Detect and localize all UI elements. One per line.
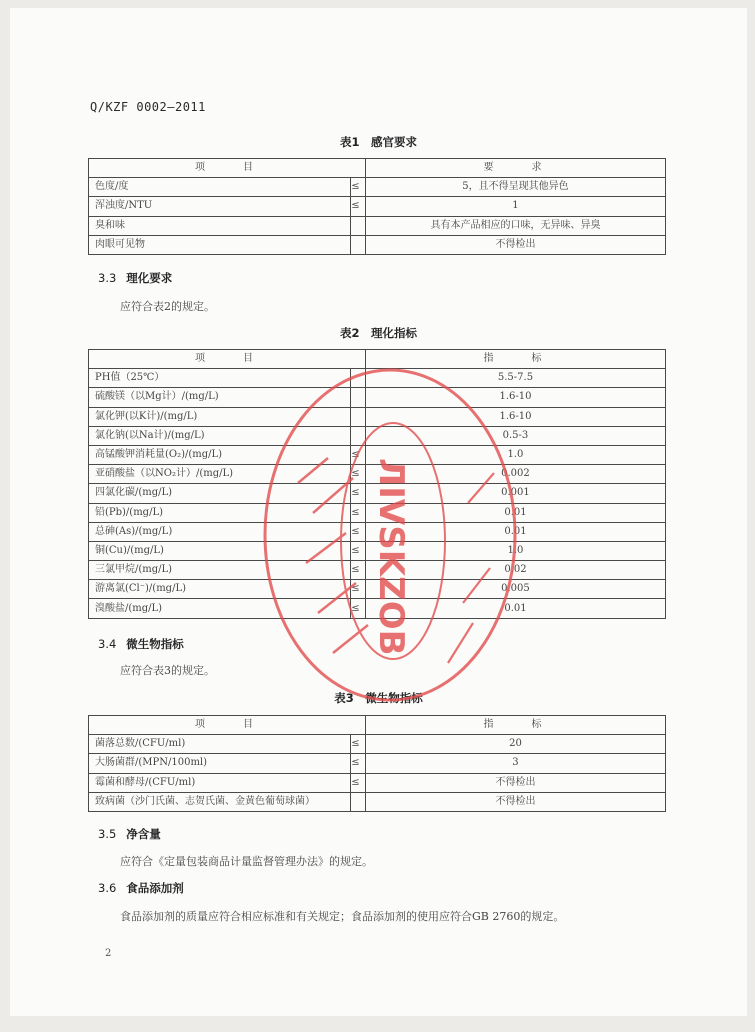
row-sign: ≤ xyxy=(351,735,366,754)
row-value: 0.01 xyxy=(365,503,665,522)
row-value: 0.02 xyxy=(365,561,665,580)
table2-caption: 表2 理化指标 xyxy=(339,326,417,340)
row-sign: ≤ xyxy=(351,754,366,773)
row-item: 高锰酸钾消耗量(O₂)/(mg/L) xyxy=(89,445,351,464)
header-value: 要 求 xyxy=(365,159,665,178)
table-row xyxy=(89,407,666,426)
table-row xyxy=(89,792,666,811)
row-item: 三氯甲烷/(mg/L) xyxy=(89,561,351,580)
row-value: 0.002 xyxy=(365,465,665,484)
table-row xyxy=(89,426,666,445)
table-row xyxy=(89,599,666,618)
row-value: 1 xyxy=(365,197,665,216)
row-value: 1.6-10 xyxy=(365,407,665,426)
row-item: 溴酸盐/(mg/L) xyxy=(89,599,351,618)
header-value: 指 标 xyxy=(365,350,665,369)
row-sign: ≤ xyxy=(351,503,366,522)
row-item: 氯化钠(以Na计)/(mg/L) xyxy=(89,426,351,445)
row-item: 大肠菌群/(MPN/100ml) xyxy=(89,754,351,773)
row-item: 四氯化碳/(mg/L) xyxy=(89,484,351,503)
table-row xyxy=(89,541,666,560)
row-sign: ≤ xyxy=(351,178,366,197)
header-item: 项 目 xyxy=(89,716,366,735)
row-value: 0.005 xyxy=(365,580,665,599)
row-value: 0.5-3 xyxy=(365,426,665,445)
row-value: 20 xyxy=(365,735,665,754)
section-3-3-heading xyxy=(98,270,172,286)
row-value: 1.6-10 xyxy=(365,388,665,407)
section-3-6-text: 食品添加剂的质量应符合相应标准和有关规定；食品添加剂的使用应符合GB 2760的规定。 xyxy=(120,910,565,923)
row-sign: ≤ xyxy=(351,773,366,792)
section-3-6-heading xyxy=(98,880,184,896)
row-item: 硫酸镁（以Mg计）/(mg/L) xyxy=(89,388,351,407)
row-item: 浑浊度/NTU xyxy=(89,197,351,216)
table2-physicochemical-indicators xyxy=(88,349,666,619)
row-sign: ≤ xyxy=(351,445,366,464)
row-sign xyxy=(351,216,366,235)
table-row xyxy=(89,561,666,580)
table-row xyxy=(89,773,666,792)
table-row xyxy=(89,235,666,254)
row-value: 具有本产品相应的口味，无异味、异臭 xyxy=(365,216,665,235)
table-row xyxy=(89,178,666,197)
row-item: 铜(Cu)/(mg/L) xyxy=(89,541,351,560)
table-header-row xyxy=(89,716,666,735)
table-row xyxy=(89,388,666,407)
row-sign: ≤ xyxy=(351,484,366,503)
table-row xyxy=(89,580,666,599)
row-item: 游离氯(Cl⁻)/(mg/L) xyxy=(89,580,351,599)
table3-caption: 表3 微生物指标 xyxy=(334,691,423,705)
table-header-row xyxy=(89,159,666,178)
table3-microbial-indicators xyxy=(88,715,666,812)
table-row xyxy=(89,484,666,503)
header-item: 项 目 xyxy=(89,159,366,178)
section-title: 净含量 xyxy=(126,827,161,841)
document-page xyxy=(10,8,747,1016)
row-item: PH值（25℃） xyxy=(89,369,351,388)
row-item: 总砷(As)/(mg/L) xyxy=(89,522,351,541)
section-number: 3.6 xyxy=(98,881,117,895)
table-header-row xyxy=(89,350,666,369)
row-value: 5，且不得呈现其他异色 xyxy=(365,178,665,197)
row-item: 菌落总数/(CFU/ml) xyxy=(89,735,351,754)
table-row xyxy=(89,754,666,773)
row-item: 氯化钾(以K计)/(mg/L) xyxy=(89,407,351,426)
table-row xyxy=(89,197,666,216)
header-value: 指 标 xyxy=(365,716,665,735)
table-row xyxy=(89,735,666,754)
row-sign xyxy=(351,369,366,388)
table-row xyxy=(89,369,666,388)
section-title: 理化要求 xyxy=(126,271,173,285)
row-value: 1.0 xyxy=(365,445,665,464)
row-sign xyxy=(351,388,366,407)
row-value: 不得检出 xyxy=(365,792,665,811)
row-item: 臭和味 xyxy=(89,216,351,235)
row-item: 色度/度 xyxy=(89,178,351,197)
row-sign: ≤ xyxy=(351,197,366,216)
row-value: 不得检出 xyxy=(365,773,665,792)
section-3-3-text: 应符合表2的规定。 xyxy=(120,300,215,313)
row-sign: ≤ xyxy=(351,561,366,580)
row-value: 0.01 xyxy=(365,522,665,541)
header-item: 项 目 xyxy=(89,350,366,369)
section-3-4-text: 应符合表3的规定。 xyxy=(120,664,215,677)
row-sign: ≤ xyxy=(351,541,366,560)
row-item: 霉菌和酵母/(CFU/ml) xyxy=(89,773,351,792)
row-item: 肉眼可见物 xyxy=(89,235,351,254)
row-sign xyxy=(351,235,366,254)
table-row xyxy=(89,216,666,235)
row-sign: ≤ xyxy=(351,599,366,618)
row-item: 亚硝酸盐（以NO₂计）/(mg/L) xyxy=(89,465,351,484)
section-number: 3.4 xyxy=(98,637,117,651)
row-sign xyxy=(351,407,366,426)
seal-code-text: ЛIVSKZOB xyxy=(371,458,411,656)
section-3-5-text: 应符合《定量包装商品计量监督管理办法》的规定。 xyxy=(120,855,373,868)
table1-sensory-requirements xyxy=(88,158,666,255)
table-row xyxy=(89,445,666,464)
table1-caption: 表1 感官要求 xyxy=(339,135,417,149)
section-number: 3.3 xyxy=(98,271,117,285)
table-row xyxy=(89,465,666,484)
section-title: 食品添加剂 xyxy=(126,881,184,895)
row-sign: ≤ xyxy=(351,580,366,599)
section-title: 微生物指标 xyxy=(126,637,184,651)
row-sign: ≤ xyxy=(351,465,366,484)
table-row xyxy=(89,522,666,541)
row-sign xyxy=(351,426,366,445)
section-3-5-heading xyxy=(98,826,161,842)
standard-code: Q/KZF 0002—2011 xyxy=(90,100,206,114)
row-value: 0.001 xyxy=(365,484,665,503)
row-sign: ≤ xyxy=(351,522,366,541)
row-value: 不得检出 xyxy=(365,235,665,254)
row-value: 5.5-7.5 xyxy=(365,369,665,388)
section-3-4-heading xyxy=(98,636,184,652)
section-number: 3.5 xyxy=(98,827,117,841)
row-sign xyxy=(351,792,366,811)
row-value: 1.0 xyxy=(365,541,665,560)
table-row xyxy=(89,503,666,522)
row-item: 致病菌（沙门氏菌、志贺氏菌、金黄色葡萄球菌） xyxy=(89,792,351,811)
row-value: 3 xyxy=(365,754,665,773)
row-value: 0.01 xyxy=(365,599,665,618)
row-item: 铅(Pb)/(mg/L) xyxy=(89,503,351,522)
page-number: 2 xyxy=(105,948,112,959)
